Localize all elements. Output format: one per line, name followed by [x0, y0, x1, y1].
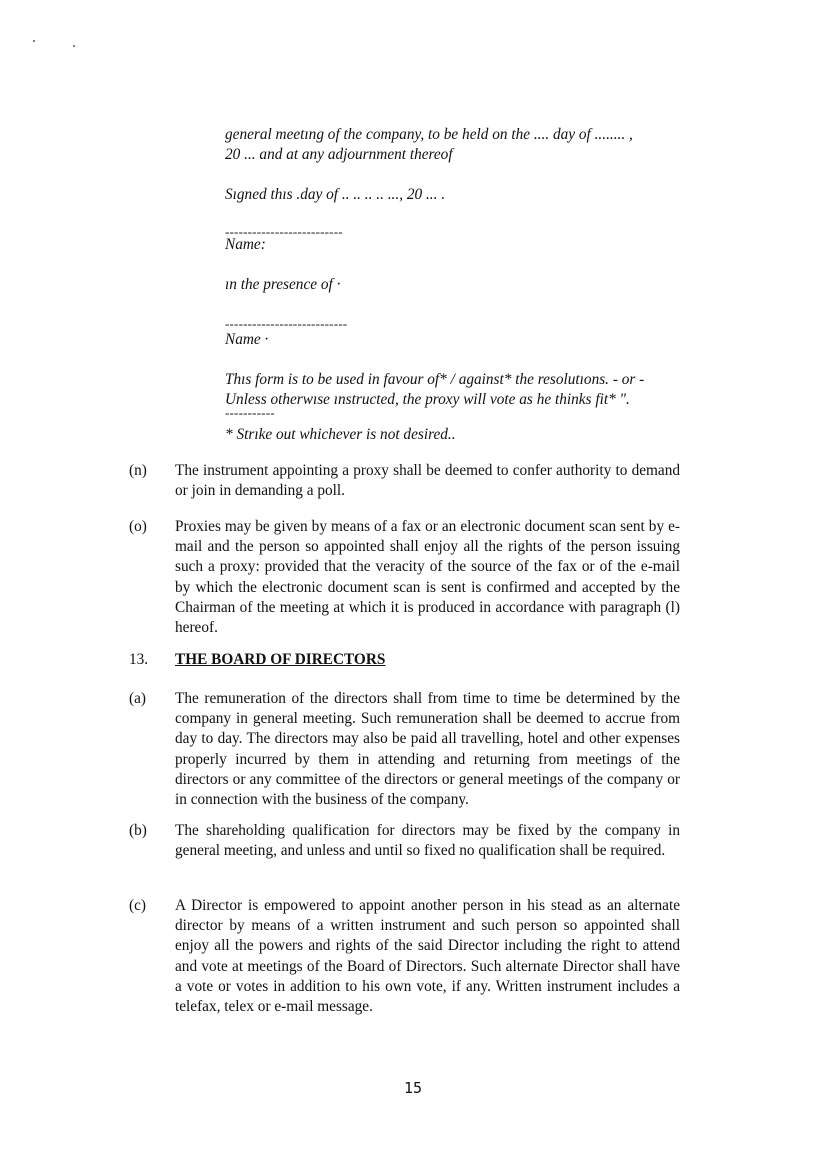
note-line-2: Unless otherwıse ınstructed, the proxy will vote as he thinks fit* ".: [225, 391, 630, 408]
section-title: THE BOARD OF DIRECTORS: [175, 651, 386, 668]
clause-marker-o: (o): [129, 518, 147, 535]
board-clause-marker-b: (b): [129, 822, 147, 839]
footnote-rule: -----------: [225, 405, 275, 420]
signature-line-2: ---------------------------: [225, 316, 348, 331]
name-label-1: Name:: [225, 236, 266, 253]
clause-text-n: The instrument appointing a proxy shall be deemed to confer authority to demand or join in demanding a poll.: [175, 462, 680, 500]
section-number: 13.: [129, 651, 149, 668]
signature-line-1: --------------------------: [225, 224, 343, 239]
note-line-1: Thıs form is to be used in favour of* / against* the resolutıons. - or -: [225, 371, 645, 388]
footnote: * Strıke out whichever is not desired..: [225, 426, 456, 443]
clause-text-o: Proxies may be given by means of a fax or an electronic document scan sent by e-mail and the person so appointed shall enjoy all the rights of the person issuing such a proxy: provided that the veracity of the source of the fax or of the e-mail by which the electronic document scan is sent is confirmed and accepted by the Chairman of the meeting at which it is produced in accordance with paragraph (l) hereof.: [175, 518, 680, 637]
scan-speck: [73, 45, 75, 47]
page-number: 15: [403, 1079, 423, 1097]
name-label-2: Name ·: [225, 331, 269, 348]
clause-marker-n: (n): [129, 462, 147, 479]
meeting-line-1: general meetıng of the company, to be held on the .... day of ........ ,: [225, 126, 633, 143]
board-clause-text-b: The shareholding qualification for directors may be fixed by the company in general meeting, and unless and until so fixed no qualification shall be required.: [175, 822, 680, 860]
board-clause-text-a: The remuneration of the directors shall from time to time be determined by the company in general meeting. Such remuneration shall be deemed to accrue from day to day. The directors may also be paid all travelling, hotel and other expenses properly incurred by them in attending and returning from meetings of the directors or any committee of the directors or general meetings of the company or in connection with the business of the company.: [175, 690, 680, 809]
board-clause-text-c: A Director is empowered to appoint another person in his stead as an alternate director by means of a written instrument and such person so appointed shall enjoy all the powers and rights of the said Director including the right to attend and vote at meetings of the Board of Directors. Such alternate Director shall have a vote or votes in addition to his own vote, if any. Written instrument includes a telefax, telex or e-mail message.: [175, 897, 680, 1016]
scan-speck: [33, 40, 35, 42]
meeting-line-2: 20 ... and at any adjournment thereof: [225, 146, 453, 163]
board-clause-marker-c: (c): [129, 897, 146, 914]
board-clause-marker-a: (a): [129, 690, 146, 707]
presence-line: ın the presence of ·: [225, 276, 341, 293]
signed-line: Sıgned thıs .day of .. .. .. .. ..., 20 ... .: [225, 186, 446, 203]
